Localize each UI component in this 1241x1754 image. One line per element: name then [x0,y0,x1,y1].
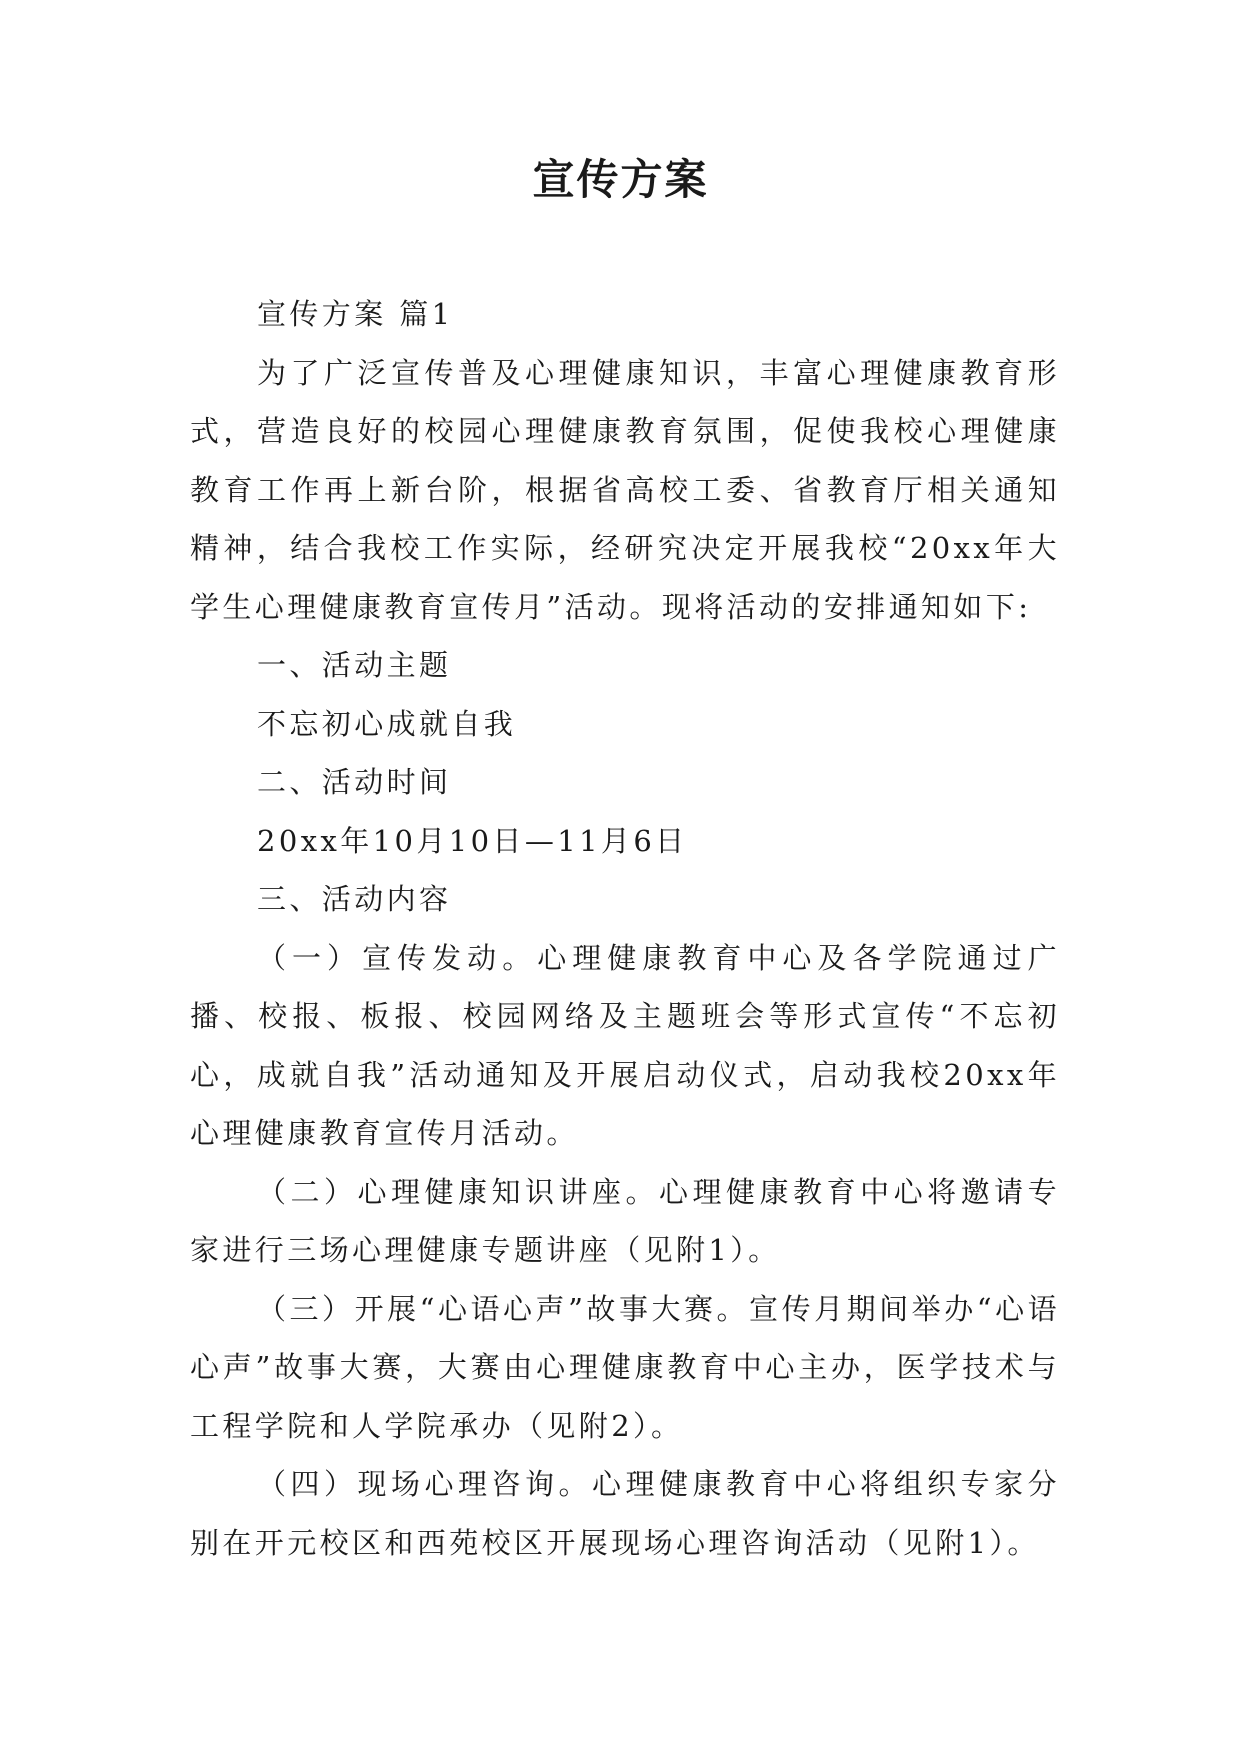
heading-activity-time: 二、活动时间 [257,765,452,799]
heading-activity-theme: 一、活动主题 [257,648,452,682]
document-body [190,285,1060,1572]
content-item-3: （三）开展“心语心声”故事大赛。宣传月期间举办“心语心声”故事大赛，大赛由心理健康教育中心主办，医学技术与工程学院和人学院承办（见附2）。 [190,1291,1060,1443]
heading-activity-content: 三、活动内容 [257,882,452,916]
section-heading: 宣传方案 篇1 [257,297,454,331]
content-item-1: （一）宣传发动。心理健康教育中心及各学院通过广播、校报、板报、校园网络及主题班会等形式宣传“不忘初心，成就自我”活动通知及开展启动仪式，启动我校20xx年心理健康教育宣传月活动。 [190,940,1060,1150]
content-item-4: （四）现场心理咨询。心理健康教育中心将组织专家分别在开元校区和西苑校区开展现场心理咨询活动（见附1）。 [190,1467,1060,1560]
activity-theme-text: 不忘初心成就自我 [257,706,517,741]
activity-time-text: 20xx年10月10日—11月6日 [257,823,688,858]
intro-paragraph: 为了广泛宣传普及心理健康知识，丰富心理健康教育形式，营造良好的校园心理健康教育氛围，促使我校心理健康教育工作再上新台阶，根据省高校工委、省教育厅相关通知精神，结合我校工作实际，经研究决定开展我校“20xx年大学生心理健康教育宣传月”活动。现将活动的安排通知如下: [190,355,1060,624]
document-title: 宣传方案 [532,155,709,204]
content-item-2: （二）心理健康知识讲座。心理健康教育中心将邀请专家进行三场心理健康专题讲座（见附1）。 [190,1174,1060,1267]
